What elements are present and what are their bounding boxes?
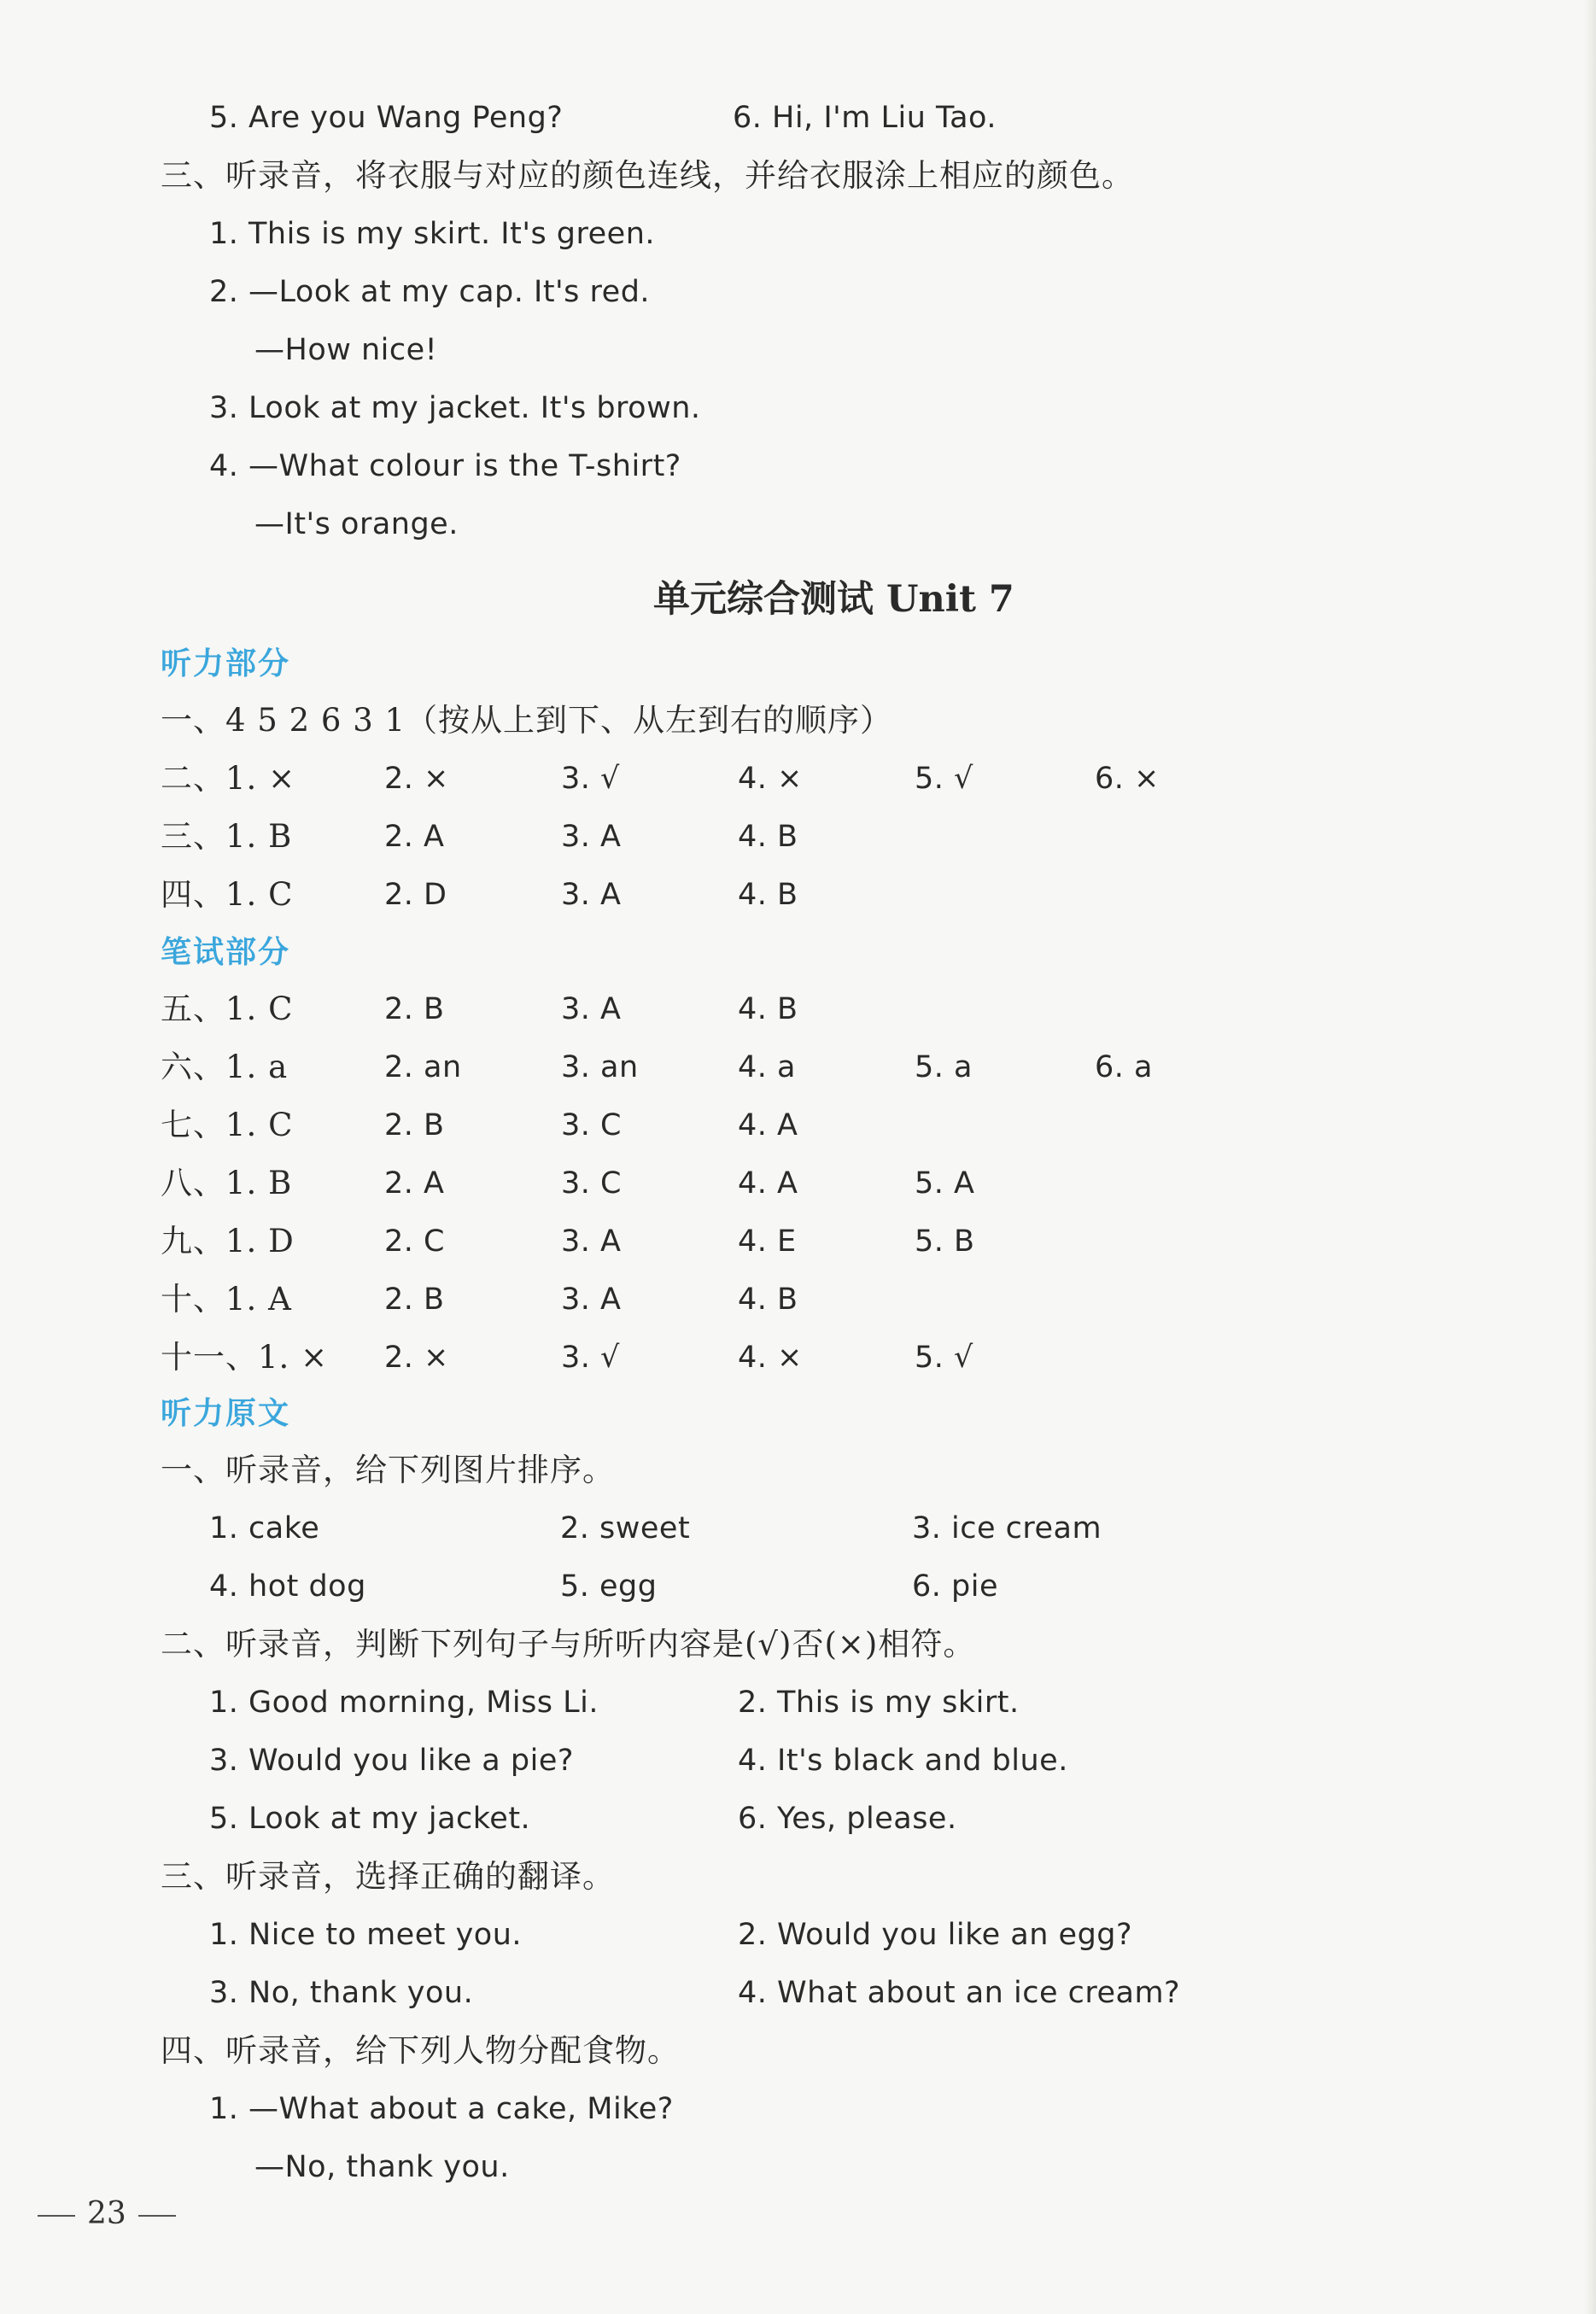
transcript-item: 3. No, thank you. [209, 1976, 474, 2010]
transcript-item: —No, thank you. [254, 2150, 510, 2184]
text-line: 2. —Look at my cap. It's red. [209, 275, 651, 309]
transcript-item: 6. pie [912, 1569, 998, 1604]
answer-cell: 2. an [384, 1050, 462, 1084]
section-label-written: 笔试部分 [161, 935, 291, 970]
answer-cell: 6. × [1095, 762, 1160, 796]
answer-cell: 4. a [738, 1050, 796, 1084]
answer-cell: 4. B [738, 992, 798, 1026]
answer-cell: 3. √ [561, 1341, 620, 1375]
section-label-listening: 听力部分 [161, 646, 291, 681]
answer-cell: 2. B [384, 1283, 445, 1317]
page-edge-shadow [1584, 0, 1596, 2314]
text-line: 6. Hi, I'm Liu Tao. [733, 101, 997, 135]
answer-cell: 2. C [384, 1224, 445, 1259]
answer-row: 一、4 5 2 6 3 1（按从上到下、从左到右的顺序） [161, 702, 893, 739]
transcript-item: 3. Would you like a pie? [209, 1744, 574, 1778]
answer-cell: 5. A [915, 1166, 975, 1201]
answer-cell: 6. a [1095, 1050, 1153, 1084]
answer-cell: 4. B [738, 820, 798, 854]
dash-left [38, 2215, 75, 2217]
answer-cell: 三、1. B [161, 818, 293, 855]
transcript-item: 2. This is my skirt. [738, 1686, 1020, 1720]
answer-cell: 2. D [384, 878, 447, 912]
dash-right [138, 2215, 176, 2217]
answer-cell: 2. B [384, 1108, 445, 1142]
answer-cell: 3. √ [561, 762, 620, 796]
answer-cell: 七、1. C [161, 1107, 294, 1143]
transcript-item: 4. What about an ice cream? [738, 1976, 1181, 2010]
text-line: 4. —What colour is the T-shirt? [209, 449, 681, 483]
transcript-item: 2. Would you like an egg? [738, 1918, 1133, 1952]
answer-cell: 2. B [384, 992, 445, 1026]
answer-cell: 5. a [915, 1050, 973, 1084]
answer-cell: 3. A [561, 1283, 622, 1317]
answer-cell: 二、1. × [161, 760, 296, 797]
text-line: —How nice! [254, 333, 438, 367]
answer-cell: 八、1. B [161, 1165, 293, 1201]
answer-cell: 4. B [738, 878, 798, 912]
answer-cell: 3. A [561, 992, 622, 1026]
transcript-item: 1. Good morning, Miss Li. [209, 1686, 599, 1720]
transcript-item: 5. egg [560, 1569, 658, 1604]
question-heading: 四、听录音，给下列人物分配食物。 [161, 2032, 680, 2069]
answer-cell: 3. A [561, 878, 622, 912]
question-heading: 二、听录音，判断下列句子与所听内容是(√)否(×)相符。 [161, 1626, 976, 1662]
transcript-item: 1. —What about a cake, Mike? [209, 2092, 674, 2126]
answer-cell: 3. an [561, 1050, 639, 1084]
text-line: —It's orange. [254, 507, 459, 541]
text-line: 5. Are you Wang Peng? [209, 101, 564, 135]
answer-cell: 2. × [384, 1341, 449, 1375]
answer-cell: 3. A [561, 1224, 622, 1259]
answer-cell: 4. × [738, 762, 803, 796]
transcript-item: 2. sweet [560, 1511, 691, 1546]
answer-cell: 2. A [384, 1166, 445, 1201]
answer-cell: 4. A [738, 1108, 798, 1142]
answer-cell: 2. × [384, 762, 449, 796]
answer-cell: 2. A [384, 820, 445, 854]
transcript-item: 5. Look at my jacket. [209, 1802, 531, 1836]
transcript-item: 4. hot dog [209, 1569, 366, 1604]
unit-title: 单元综合测试 Unit 7 [653, 578, 1014, 621]
answer-cell: 4. A [738, 1166, 798, 1201]
answer-cell: 4. × [738, 1341, 803, 1375]
answer-cell: 4. B [738, 1283, 798, 1317]
answer-cell: 4. E [738, 1224, 797, 1259]
text-line: 3. Look at my jacket. It's brown. [209, 391, 701, 425]
question-heading: 三、听录音，选择正确的翻译。 [161, 1858, 615, 1895]
answer-cell: 十一、1. × [161, 1339, 329, 1376]
section-label-transcript: 听力原文 [161, 1396, 291, 1431]
question-heading: 一、听录音，给下列图片排序。 [161, 1452, 615, 1488]
answer-cell: 五、1. C [161, 990, 294, 1027]
transcript-item: 1. Nice to meet you. [209, 1918, 523, 1952]
transcript-item: 3. ice cream [912, 1511, 1102, 1546]
text-line: 1. This is my skirt. It's green. [209, 217, 656, 251]
page-number: 23 [87, 2196, 126, 2231]
transcript-item: 6. Yes, please. [738, 1802, 957, 1836]
answer-cell: 3. C [561, 1166, 622, 1201]
question-heading: 三、听录音，将衣服与对应的颜色连线，并给衣服涂上相应的颜色。 [161, 157, 1134, 194]
answer-cell: 十、1. A [161, 1281, 292, 1318]
answer-cell: 3. C [561, 1108, 622, 1142]
page-footer [26, 2196, 188, 2231]
answer-cell: 5. B [915, 1224, 975, 1259]
answer-cell: 四、1. C [161, 876, 294, 913]
answer-cell: 六、1. a [161, 1049, 289, 1085]
answer-cell: 5. √ [915, 762, 973, 796]
transcript-item: 1. cake [209, 1511, 320, 1546]
transcript-item: 4. It's black and blue. [738, 1744, 1068, 1778]
answer-cell: 5. √ [915, 1341, 973, 1375]
answer-cell: 3. A [561, 820, 622, 854]
answer-cell: 九、1. D [161, 1223, 295, 1259]
